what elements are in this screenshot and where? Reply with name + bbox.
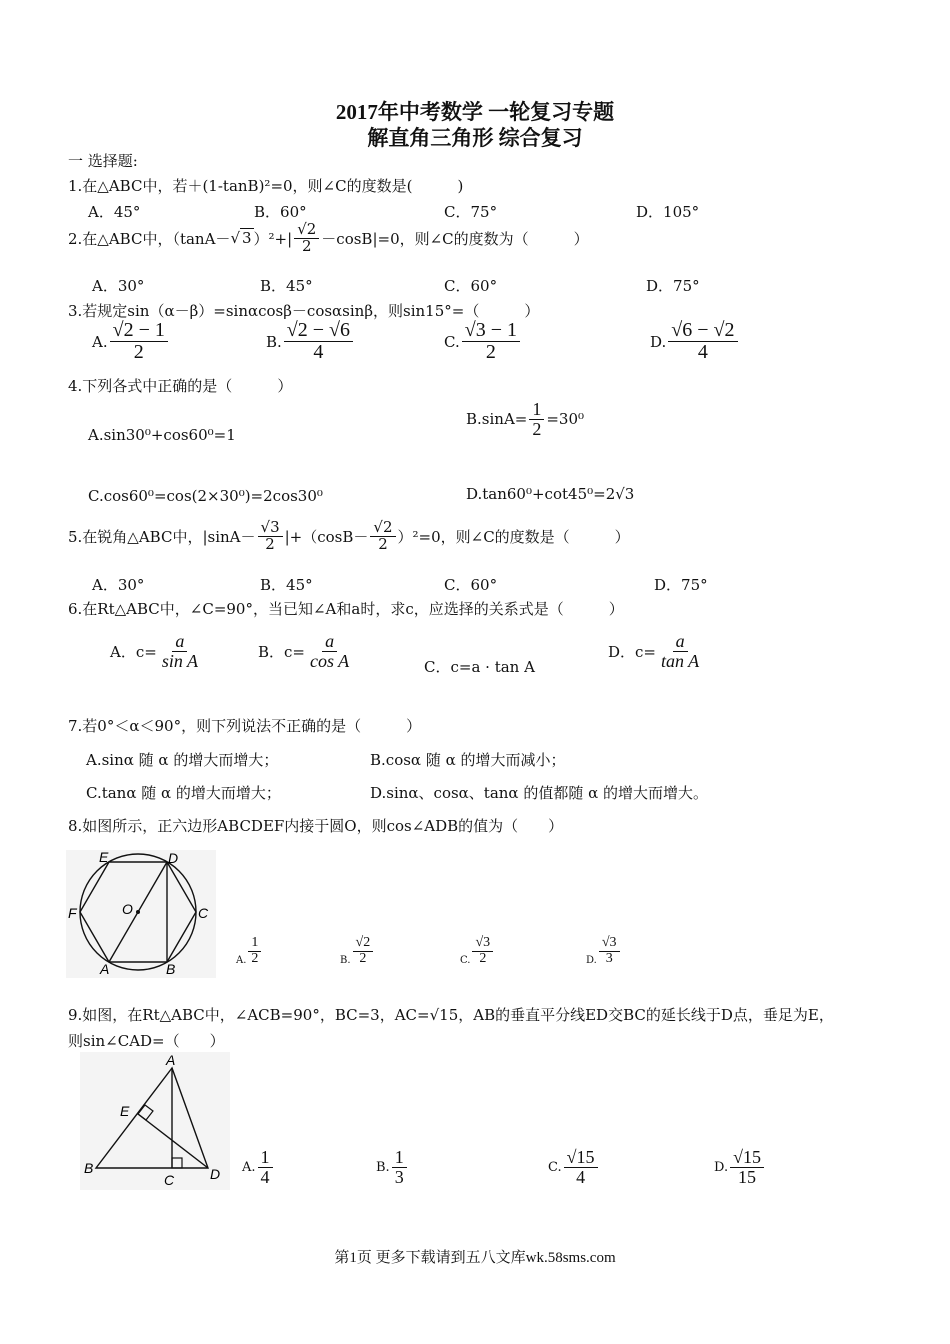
q8-option-b-label: B. — [340, 955, 351, 967]
q5-option-c: C．60° — [444, 576, 498, 594]
q8-option-d-label: D. — [586, 955, 597, 967]
q4-stem: 4.下列各式中正确的是（ ） — [68, 377, 293, 395]
q8-option-d — [586, 936, 622, 966]
q6-option-a — [110, 632, 203, 671]
q2-stem-pre: 2.在△ABC中，（tanA－ — [68, 229, 231, 248]
q9-stem-line-2: 则sin∠CAD=（ ） — [68, 1032, 225, 1050]
page-footer: 第1页 更多下载请到五八文库wk.58sms.com — [334, 1250, 616, 1266]
q4-option-c: C.cos60⁰=cos(2×30⁰)=2cos30⁰ — [88, 487, 323, 505]
q1-option-b: B．60° — [254, 203, 307, 221]
q6-option-a-fraction: $\frac{a}{\text{sin A}}$ — [161, 631, 198, 671]
q8-option-c — [460, 936, 495, 966]
figure-background — [66, 850, 216, 978]
q7-option-a: A.sinα 随 α 的增大而增大； — [86, 751, 279, 769]
label-f: F — [68, 905, 77, 921]
q3-option-b — [266, 320, 355, 363]
q2-option-d: D．75° — [646, 277, 700, 295]
q3-option-c-label: C. — [444, 332, 460, 351]
q6-option-b — [258, 632, 354, 671]
q5-stem — [68, 520, 630, 553]
hexagon-circle-figure — [66, 850, 216, 978]
q5-stem-post: ）²=0，则∠C的度数是（ ） — [397, 527, 630, 546]
q2-sqrt3: √ 3 — [230, 229, 252, 248]
q8-option-c-label: C. — [460, 955, 471, 967]
q9-option-b-fraction: $\frac{1}{3}$ — [392, 1148, 407, 1187]
q3-option-a-label: A. — [92, 332, 108, 351]
q7-option-c: C.tanα 随 α 的增大而增大； — [86, 784, 281, 802]
q9-option-a — [242, 1148, 275, 1187]
q9-option-d — [714, 1148, 766, 1187]
q2-fraction: $\frac{√2}{2}$ — [294, 222, 319, 255]
label-o: O — [122, 901, 133, 917]
title-line-2: 解直角三角形 综合复习 — [367, 126, 583, 150]
q4-option-a: A.sin30⁰+cos60⁰=1 — [88, 426, 236, 444]
q3-option-b-fraction: $\frac{√2 - √6}{4}$ — [284, 320, 353, 363]
figure-background — [80, 1052, 230, 1190]
q4-option-b-fraction: $\frac{1}{2}$ — [529, 400, 544, 439]
q5-option-d: D．75° — [654, 576, 708, 594]
q8-option-b-fraction: $\frac{√2}{2}$ — [353, 936, 374, 966]
q9-option-d-fraction: $\frac{√15}{15}$ — [730, 1148, 764, 1187]
label-a: A — [100, 961, 110, 977]
q6-option-b-pre: B．c= — [258, 642, 305, 661]
label-a: A — [166, 1052, 176, 1068]
label-b: B — [166, 961, 176, 977]
q8-stem: 8.如图所示，正六边形ABCDEF内接于圆O，则cos∠ADB的值为（ ） — [68, 817, 564, 835]
q3-option-d-label: D. — [650, 332, 667, 351]
q4-option-b-pre: B.sinA= — [466, 410, 528, 429]
q3-option-d-fraction: $\frac{√6 - √2}{4}$ — [668, 320, 737, 363]
q2-option-b: B．45° — [260, 277, 313, 295]
q9-option-b-label: B. — [376, 1159, 390, 1175]
q2-stem — [68, 222, 589, 255]
label-d: D — [168, 850, 179, 866]
q9-option-b — [376, 1148, 409, 1187]
label-b: B — [84, 1160, 94, 1176]
q8-option-b — [340, 936, 375, 966]
q2-option-a: A．30° — [92, 277, 145, 295]
triangle-figure — [80, 1052, 230, 1190]
q3-stem: 3.若规定sin（α－β）=sinαcosβ－cosαsinβ，则sin15°=（ ） — [68, 302, 540, 320]
q5-stem-pre: 5.在锐角△ABC中，|sinA－ — [68, 527, 256, 546]
q3-option-a-fraction: $\frac{√2 - 1}{2}$ — [110, 320, 168, 363]
q6-stem: 6.在Rt△ABC中，∠C=90°，当已知∠A和a时，求c，应选择的关系式是（ ） — [68, 600, 624, 618]
center-o-dot — [136, 910, 140, 914]
q6-option-d — [608, 632, 704, 671]
title-line-1: 2017年中考数学 一轮复习专题 — [335, 100, 615, 124]
q4-option-d: D.tan60⁰+cot45⁰=2√3 — [466, 485, 635, 503]
q9-option-c-fraction: $\frac{√15}{4}$ — [564, 1148, 598, 1187]
q1-option-a: A．45° — [88, 203, 141, 221]
q3-option-d — [650, 320, 740, 363]
q2-stem-mid: ）²+| — [253, 229, 293, 248]
q8-option-d-fraction: $\frac{√3}{3}$ — [599, 936, 620, 966]
q6-option-d-fraction: $\frac{a}{\text{tan A}}$ — [661, 631, 700, 671]
q9-option-a-fraction: $\frac{1}{4}$ — [258, 1148, 273, 1187]
q2-option-c: C．60° — [444, 277, 498, 295]
q6-option-d-pre: D．c= — [608, 642, 656, 661]
q6-option-a-pre: A．c= — [110, 642, 157, 661]
label-d: D — [210, 1166, 221, 1182]
q3-option-c — [444, 320, 522, 363]
q3-option-b-label: B. — [266, 332, 282, 351]
q5-fraction-1: $\frac{√3}{2}$ — [258, 520, 283, 553]
q5-option-b: B．45° — [260, 576, 313, 594]
label-c: C — [198, 905, 209, 921]
q4-option-b-post: =30⁰ — [546, 410, 585, 429]
q5-stem-mid: |+（cosB－ — [284, 527, 369, 546]
q5-option-a: A．30° — [92, 576, 145, 594]
q9-option-c-label: C. — [548, 1159, 562, 1175]
q3-option-a — [92, 320, 170, 363]
q5-fraction-2: $\frac{√2}{2}$ — [370, 520, 395, 553]
q1-option-d: D．105° — [636, 203, 700, 221]
q9-stem-line-1: 9.如图，在Rt△ABC中，∠ACB=90°，BC=3，AC=√15，AB的垂直平分线ED交BC的延长线于D点，垂足为E， — [68, 1006, 834, 1024]
q2-stem-post: －cosB|=0，则∠C的度数为（ ） — [321, 229, 589, 248]
section-heading: 一 选择题: — [68, 152, 138, 170]
q7-option-b: B.cosα 随 α 的增大而减小； — [370, 751, 566, 769]
q9-option-c — [548, 1148, 600, 1187]
label-c: C — [164, 1172, 175, 1188]
label-e: E — [99, 850, 109, 865]
q3-option-c-fraction: $\frac{√3 - 1}{2}$ — [462, 320, 520, 363]
label-e: E — [120, 1103, 130, 1119]
q9-option-a-label: A. — [242, 1159, 256, 1175]
q7-option-d: D.sinα、cosα、tanα 的值都随 α 的增大而增大。 — [370, 784, 708, 802]
q1-option-c: C．75° — [444, 203, 498, 221]
q8-option-a-label: A. — [236, 955, 247, 967]
q1-stem: 1.在△ABC中，若＋(1-tanB)²=0，则∠C的度数是( ) — [68, 177, 464, 195]
q8-option-a — [236, 936, 263, 966]
q4-option-b — [466, 400, 584, 439]
q6-option-c: C．c=a · tan A — [424, 658, 535, 676]
q9-option-d-label: D. — [714, 1159, 729, 1175]
q8-option-c-fraction: $\frac{√3}{2}$ — [472, 936, 493, 966]
q6-option-b-fraction: $\frac{a}{\text{cos A}}$ — [310, 631, 350, 671]
q8-option-a-fraction: $\frac{1}{2}$ — [248, 936, 261, 966]
q7-stem: 7.若0°＜α＜90°，则下列说法不正确的是（ ） — [68, 717, 422, 735]
